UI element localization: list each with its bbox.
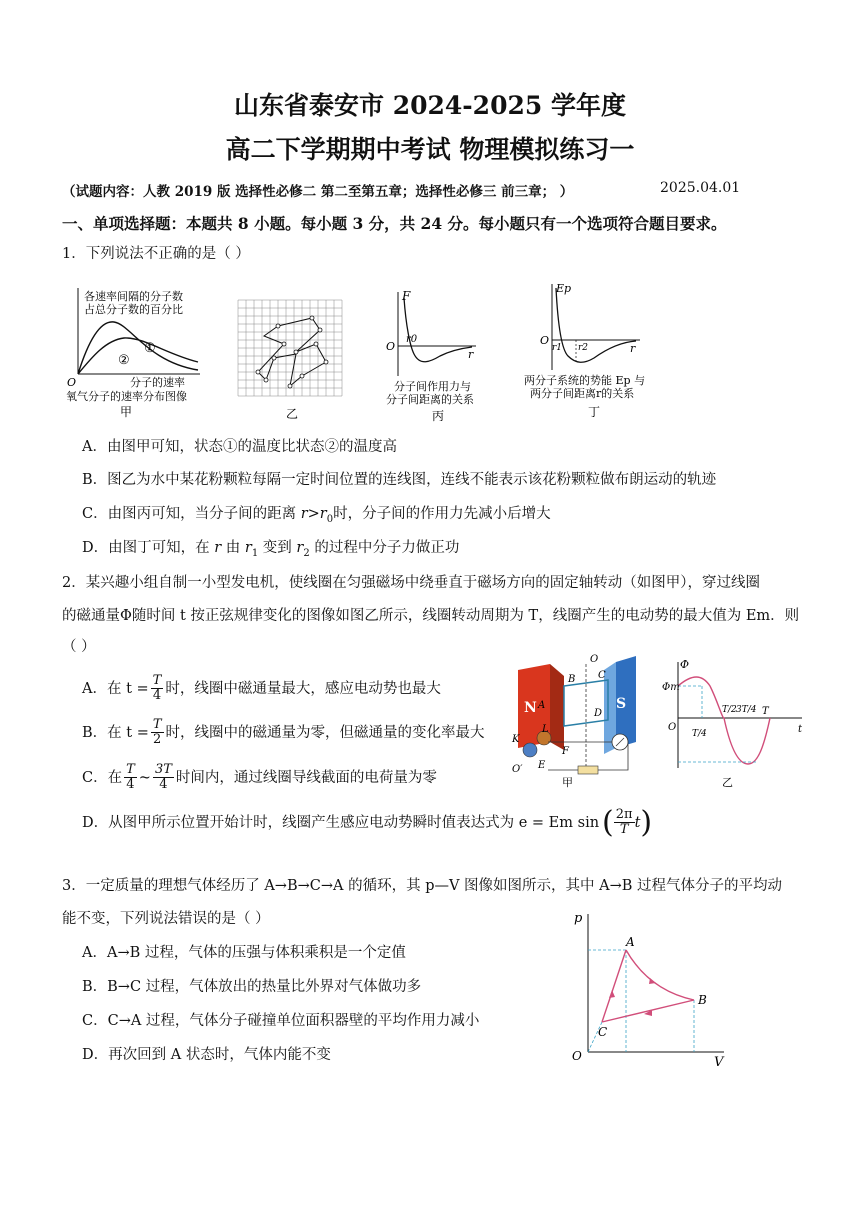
svg-text:Φ: Φ [680, 658, 690, 671]
ding-r1: r1 [552, 343, 563, 353]
q1-figure-ding [522, 278, 662, 420]
svg-text:T/4: T/4 [692, 729, 707, 739]
q3-figure-pv [566, 908, 736, 1068]
ding-r2: r2 [578, 343, 589, 353]
q2-figure-jia [508, 650, 658, 790]
q2-option-c: C．在 T 4 ~ 3T 4 时间内，通过线圈导线截面的电荷量为零 [82, 762, 437, 792]
svg-text:B: B [568, 674, 576, 685]
svg-text:E: E [538, 760, 546, 771]
svg-text:t: t [798, 724, 803, 735]
q2-stem-line3: （ ） [62, 639, 96, 655]
exam-scope: （试题内容：人教 2019 版 选择性必修二 第二至第五章；选择性必修三 前三章； ） [62, 184, 574, 200]
bing-r: r [468, 348, 474, 361]
q2-fig-jia-name: 甲 [562, 776, 573, 789]
svg-text:L: L [542, 724, 549, 735]
svg-text:3T/4: 3T/4 [736, 705, 757, 715]
q1-option-b: B．图乙为水中某花粉颗粒每隔一定时间位置的连线图，连线不能表示该花粉颗粒做布朗运动的轨迹 [82, 472, 717, 488]
bing-r0: r0 [406, 334, 418, 345]
q1-option-a: A．由图甲可知，状态①的温度比状态②的温度高 [82, 439, 397, 455]
svg-text:O: O [668, 722, 677, 733]
exam-date: 2025.04.01 [660, 180, 741, 196]
yi-name: 乙 [286, 407, 299, 420]
q2-option-a: A．在 t = $\frac{T}{4}$ 时，线圈中磁通量最大，感应电动势也最大 [82, 673, 441, 703]
ding-r: r [630, 342, 636, 355]
bing-origin: O [386, 340, 396, 353]
q3-option-d: D．再次回到 A 状态时，气体内能不变 [82, 1047, 331, 1063]
svg-text:A: A [626, 935, 635, 949]
svg-text:T: T [762, 706, 769, 717]
svg-text:B: B [698, 993, 707, 1007]
q1-option-d: D．由图丁可知，在 r 由 $r_1$ 变到 $r_2$ 的过程中分子力做正功 [82, 540, 460, 559]
ding-cap2: 两分子间距离r的关系 [530, 387, 635, 400]
q3-stem-line2: 能不变，下列说法错误的是（ ） [62, 911, 270, 927]
svg-text:V: V [714, 1055, 724, 1068]
svg-text:C: C [598, 1025, 608, 1039]
q1-option-c: C．由图丙可知，当分子间的距离 $r>r_0$时，分子间的作用力先减小后增大 [82, 506, 551, 525]
q1-figure-yi [234, 296, 354, 420]
q3-stem-line1: 3．一定质量的理想气体经历了 A→B→C→A 的循环，其 p—V 图像如图所示，其中 A→B 过程气体分子的平均动 [62, 878, 783, 894]
bing-cap2: 分子间距离的关系 [386, 393, 474, 406]
jia-curve1: ① [144, 341, 156, 356]
ding-name: 丁 [588, 405, 601, 419]
q2-fig-yi-name: 乙 [722, 776, 733, 789]
svg-text:p: p [574, 911, 583, 926]
q3-option-b: B．B→C 过程，气体放出的热量比外界对气体做功多 [82, 979, 422, 995]
svg-text:Φm: Φm [662, 682, 680, 693]
magnet-S: S [616, 696, 627, 712]
q3-option-c: C．C→A 过程，气体分子碰撞单位面积器壁的平均作用力减小 [82, 1013, 480, 1029]
q2-option-d: D．从图甲所示位置开始计时，线圈产生感应电动势瞬时值表达式为 e = Em sin ( 2π T t ) [82, 804, 653, 840]
q2-stem-line2: 的磁通量Φ随时间 t 按正弦规律变化的图像如图乙所示，线圈转动周期为 T，线圈产生的电动势的最大值为 Em．则 [62, 608, 800, 624]
jia-ylabel2: 占总分子数的百分比 [84, 303, 183, 316]
svg-text:A: A [538, 700, 546, 711]
svg-text:F: F [562, 746, 569, 757]
q2-figure-yi [662, 656, 812, 790]
q3-option-a: A．A→B 过程，气体的压强与体积乘积是一个定值 [82, 945, 406, 961]
svg-text:C: C [598, 670, 606, 681]
jia-caption: 氧气分子的速率分布图像 [66, 390, 187, 403]
page-subtitle: 高二下学期期中考试 物理模拟练习一 [225, 135, 635, 164]
ding-Ep: Ep [556, 282, 572, 295]
q2-stem-line1: 2．某兴趣小组自制一小型发电机，使线圈在匀强磁场中绕垂直于磁场方向的固定轴转动（如图甲），穿过线圈 [62, 575, 760, 591]
svg-text:K: K [512, 734, 520, 745]
jia-xlabel: 分子的速率 [130, 376, 185, 389]
bing-name: 丙 [432, 409, 445, 422]
ding-cap1: 两分子系统的势能 Ep 与 [524, 374, 646, 387]
svg-text:O′: O′ [512, 764, 523, 775]
svg-text:D: D [594, 708, 603, 719]
q2-option-b: B．在 t = $\frac{T}{2}$ 时，线圈中的磁通量为零，但磁通量的变化率最大 [82, 717, 485, 747]
jia-name: 甲 [120, 405, 133, 419]
svg-text:T/2: T/2 [722, 705, 737, 715]
svg-text:O: O [572, 1049, 582, 1063]
bing-F: F [402, 289, 411, 303]
jia-origin: O [67, 376, 77, 389]
q1-figure-bing [380, 286, 500, 422]
svg-text:O: O [590, 654, 599, 665]
bing-cap1: 分子间作用力与 [394, 380, 471, 393]
section-heading: 一、单项选择题：本题共 8 小题。每小题 3 分，共 24 分。每小题只有一个选项符合题目要求。 [62, 214, 727, 233]
q1-figure-jia [58, 282, 208, 422]
ding-origin: O [540, 334, 550, 347]
jia-curve2: ② [118, 353, 130, 368]
q1-stem: 1．下列说法不正确的是（ ） [62, 246, 250, 262]
jia-ylabel1: 各速率间隔的分子数 [84, 290, 183, 303]
magnet-N: N [524, 700, 537, 716]
page-title: 山东省泰安市 2024-2025 学年度 [234, 91, 626, 120]
